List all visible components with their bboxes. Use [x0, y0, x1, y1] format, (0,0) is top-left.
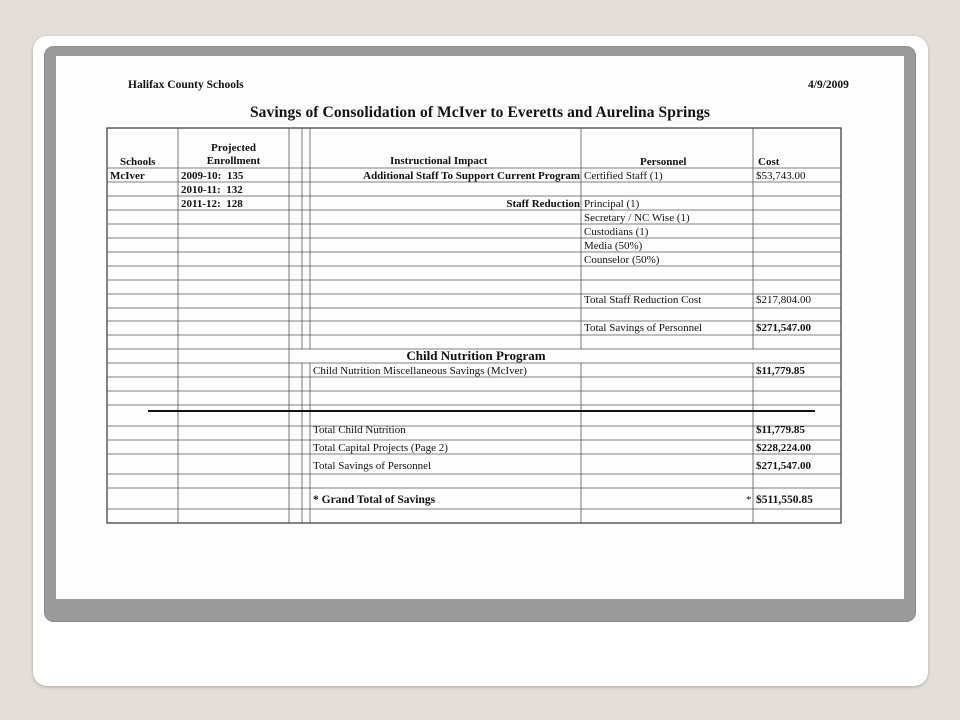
summary-cost: $228,224.00	[756, 442, 811, 454]
section-child-nutrition: Child Nutrition Program	[406, 348, 546, 363]
impact-staff-reduction: Staff Reduction	[506, 198, 580, 210]
summary-label: Total Savings of Personnel	[313, 460, 432, 472]
impact-additional-staff: Additional Staff To Support Current Program	[363, 170, 580, 182]
enrollment-2011: 2011-12: 128	[181, 198, 243, 210]
document-date: 4/9/2009	[808, 79, 849, 91]
reduction-item: Media (50%)	[584, 240, 643, 252]
header-enrollment-line1: Projected	[211, 142, 256, 154]
total-reduction-cost: $217,804.00	[756, 294, 811, 306]
header-schools: Schools	[120, 156, 156, 168]
scanned-document	[56, 56, 904, 599]
organization-name: Halifax County Schools	[128, 79, 244, 91]
summary-cost: $271,547.00	[756, 460, 811, 472]
enrollment-2009: 2009-10: 135	[181, 170, 244, 182]
cost-certified-staff: $53,743.00	[756, 170, 806, 182]
header-enrollment-line2: Enrollment	[206, 155, 261, 167]
summary-label: Total Child Nutrition	[313, 424, 406, 436]
personnel-certified-staff: Certified Staff (1)	[584, 170, 663, 182]
header-cost: Cost	[758, 156, 780, 168]
header-instructional-impact: Instructional Impact	[390, 155, 488, 167]
grand-total-label: * Grand Total of Savings	[313, 494, 436, 506]
total-personnel-label: Total Savings of Personnel	[584, 322, 703, 334]
total-reduction-label: Total Staff Reduction Cost	[584, 294, 702, 306]
reduction-item: Counselor (50%)	[584, 254, 660, 266]
reduction-item: Principal (1)	[584, 198, 640, 210]
school-name: McIver	[110, 170, 145, 182]
enrollment-2010: 2010-11: 132	[181, 184, 243, 196]
reduction-item: Custodians (1)	[584, 226, 649, 238]
grand-total-cost: $511,550.85	[756, 494, 813, 506]
total-personnel-cost: $271,547.00	[756, 322, 811, 334]
nutrition-savings-cost: $11,779.85	[756, 365, 805, 377]
nutrition-savings-label: Child Nutrition Miscellaneous Savings (McIver)	[313, 365, 527, 377]
summary-cost: $11,779.85	[756, 424, 805, 436]
document-title: Savings of Consolidation of McIver to Everetts and Aurelina Springs	[249, 104, 711, 121]
header-personnel: Personnel	[640, 156, 687, 168]
reduction-item: Secretary / NC Wise (1)	[584, 212, 690, 224]
summary-label: Total Capital Projects (Page 2)	[313, 442, 448, 454]
grand-total-marker: *	[746, 494, 752, 506]
